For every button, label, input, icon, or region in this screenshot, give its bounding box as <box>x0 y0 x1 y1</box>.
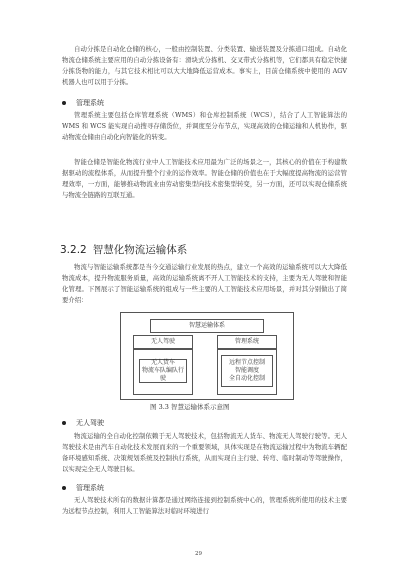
diagram-right-inner: 远程节点控制 智能调度 全自动化控制 <box>221 355 273 387</box>
paragraph-smart-warehouse: 智能仓储是智能化物流行业中人工智能技术应用最为广泛的场景之一，其核心的价值在于构建数据驱动的流程体系，从而提升整个行业的运作效率。智能仓储的价值也在于大幅度提高物流的运营管理效率，一方面，能够推动物流业由劳动密集型向技术密集型转变，另一方面，还可以实现仓储系统与物流全链路的互联互通。 <box>62 158 347 199</box>
section-number: 3.2.2 <box>60 244 87 256</box>
bullet-dot-icon <box>62 101 66 105</box>
diagram-left-inner: 无人货车 物流车队编队行驶 <box>139 359 187 383</box>
bullet-label: 管理系统 <box>76 99 104 107</box>
bullet-management-system-2 <box>62 483 347 493</box>
page-number: 29 <box>195 551 202 557</box>
bullet-management-system <box>62 98 347 108</box>
diagram-left-header: 无人驾驶 <box>133 335 193 349</box>
diagram-top-box: 智慧运输体系 <box>150 319 264 333</box>
transport-system-diagram <box>120 312 294 400</box>
bullet-label: 管理系统 <box>76 484 104 492</box>
bullet-autonomous-driving <box>62 418 347 428</box>
bullet-dot-icon <box>62 486 66 490</box>
paragraph-remote-control: 无人驾驶技术所有的数据计算都是通过网络连接到控制系统中心的，管理系统所使用的技术主要为远程节点控制，利用人工智能算法对临时环境进行 <box>62 496 347 515</box>
section-title: 智慧化物流运输体系 <box>92 244 188 256</box>
bullet-label: 无人驾驶 <box>76 419 104 427</box>
paragraph-wms-wcs: 管理系统主要包括仓库管理系统（WMS）和仓库控制系统（WCS），结合了人工智能算法的 WMS 和 WCS 能实现自动搜寻存储货位，并调度至分布节点，实现高效的仓储运输和人机协作，驱动物流仓储由自动化向智能化的转变。 <box>62 111 347 141</box>
section-heading <box>60 242 187 257</box>
figure-caption: 图 3.3 智慧运输体系示意图 <box>150 403 230 411</box>
paragraph-autonomous: 物流运输的全自动化控制依赖于无人驾驶技术，包括物流无人货车、物流无人驾驶行驶等。无人驾驶技术是由汽车自动化技术发展而来的一个重要领域，具体实现是在物流运输过程中为物流车辆配备环境感知系统、决策规划系统及控制执行系统，从而实现自主行驶、转弯、临时制动等驾驶操作，以实现完全无人驾驶目标。 <box>62 432 347 473</box>
diagram-right-header: 管理系统 <box>217 335 277 349</box>
paragraph-transport-intro: 物流与智能运输系统都是当今交通运输行业发展的热点，建立一个高效的运输系统可以大大降低物流成本，提升物流服务质量，高效的运输系统离不开人工智能技术的支持，主要为无人驾驶和智能化管理。下图展示了智能运输系统的组成与一些主要的人工智能技术应用场景，并对其分别做出了简要介绍： <box>62 263 347 304</box>
bullet-dot-icon <box>62 421 66 425</box>
paragraph-sorting: 自动分拣是自动化仓储的核心，一般由控制装置、分类装置、输送装置及分拣道口组成。自动化物流仓储系统主要应用的自动分拣设备有：滑块式分拣机、交叉带式分拣机等，它们都具有稳定快捷分拣货物的能力，与其它技术相比可以大大地降低运营成本。事实上，目前仓储系统中使用的 AGV 机器人也可以用于分拣。 <box>62 45 347 86</box>
